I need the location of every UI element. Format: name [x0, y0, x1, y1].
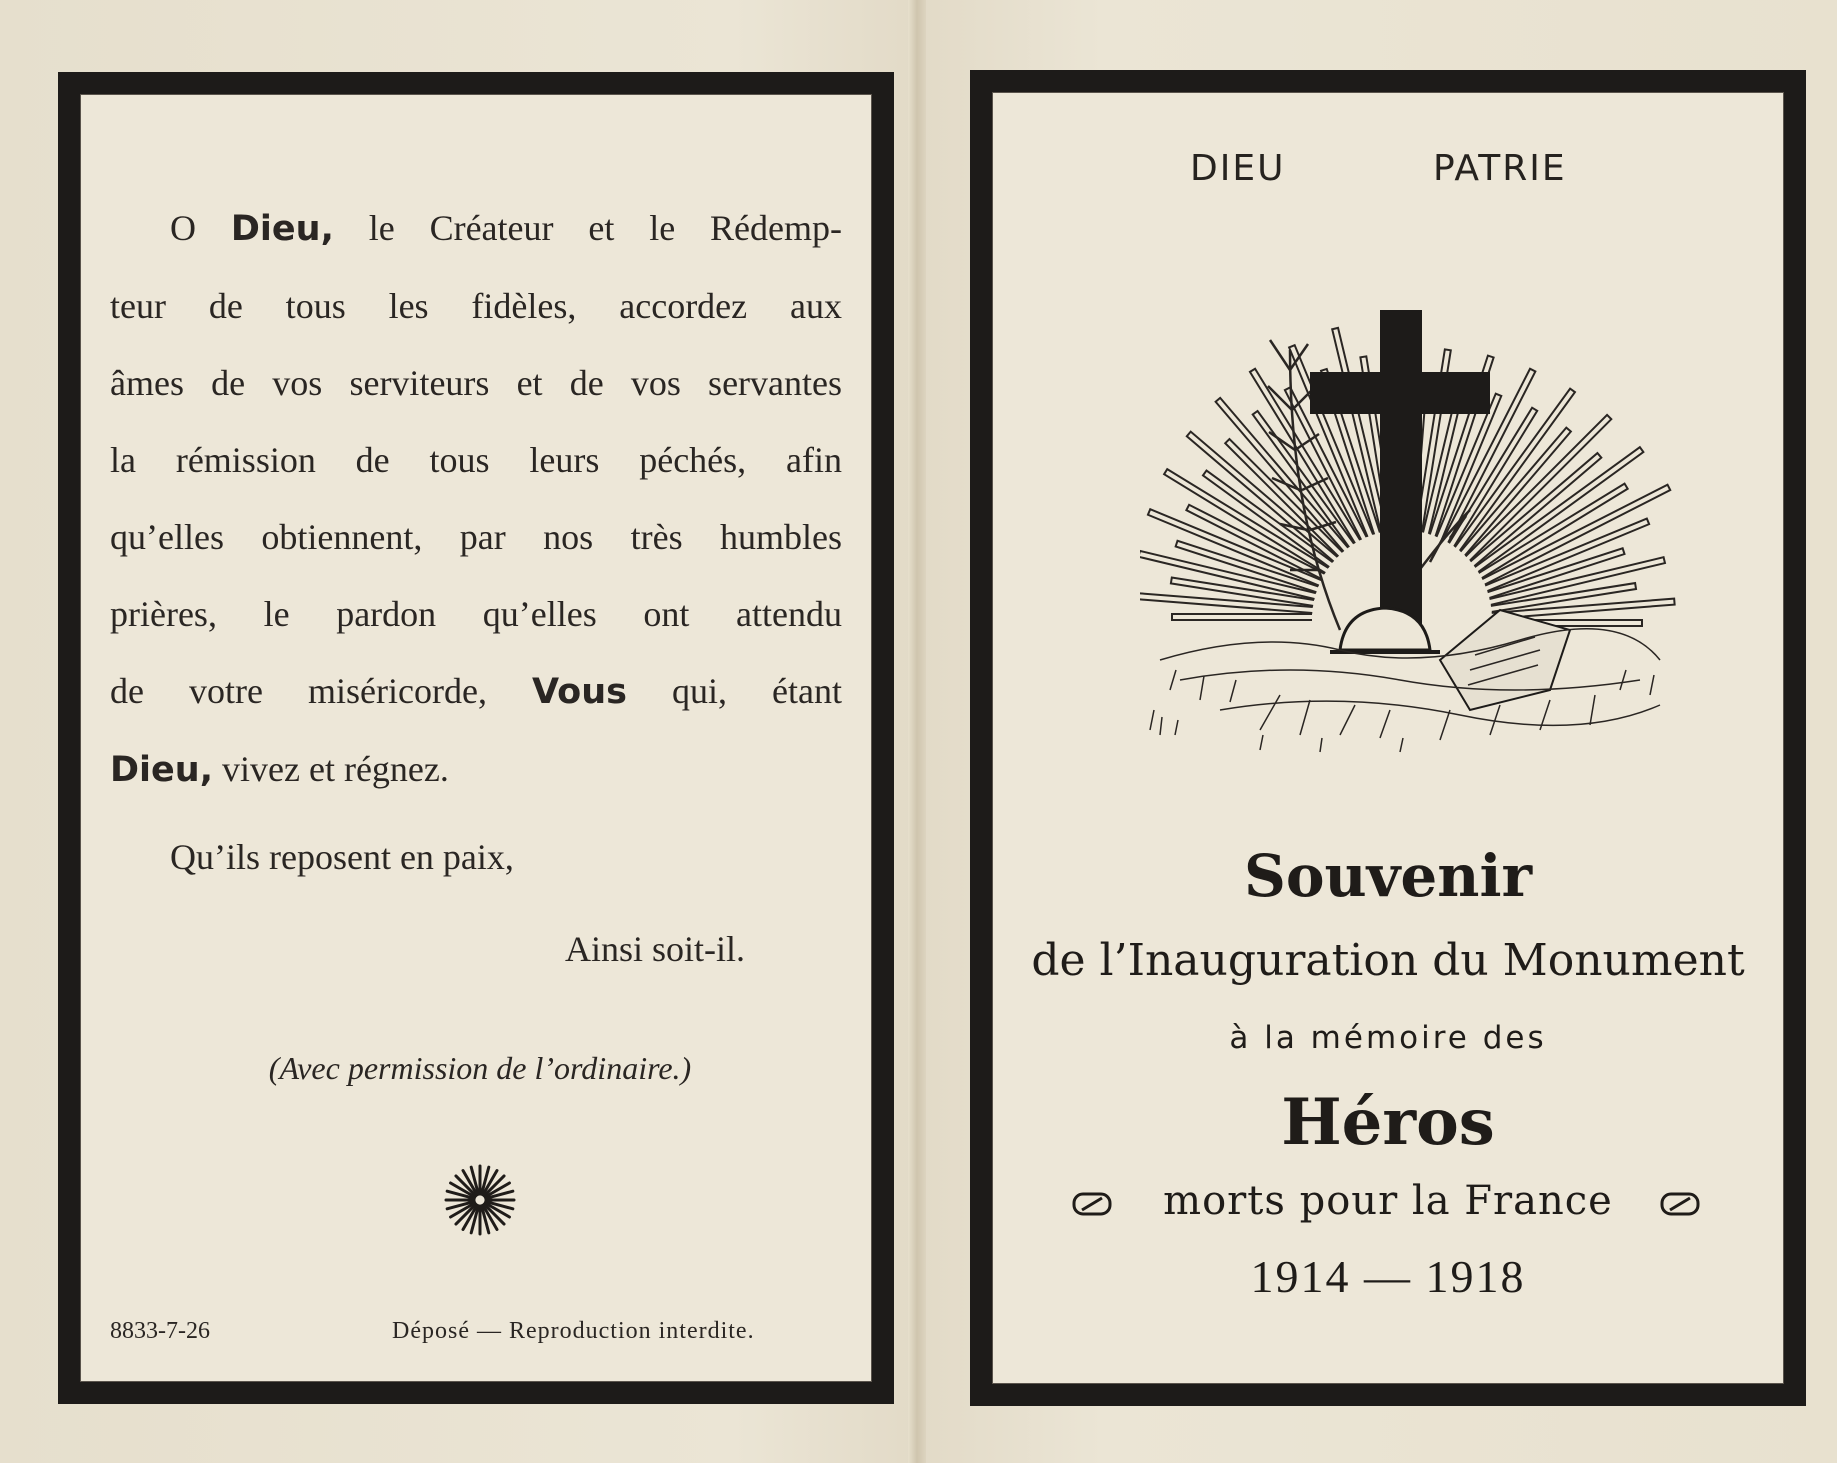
cross-emblem-icon [1140, 190, 1680, 760]
permission-note: (Avec permission de l’ordinaire.) [268, 1050, 692, 1086]
motto-patrie: PATRIE [1433, 148, 1567, 189]
died-for-france-line: morts pour la France [1163, 1178, 1613, 1224]
memory-line: à la mémoire des [1229, 1020, 1547, 1056]
prayer-line: la rémission de tous leurs péchés, afin [110, 440, 842, 480]
prayer-line: âmes de vos serviteurs et de vos servantes [110, 363, 842, 403]
prayer-line: de votre miséricorde, Vous qui, étant [110, 671, 843, 712]
copyright-notice: Déposé — Reproduction interdite. [392, 1318, 755, 1344]
prayer-line: teur de tous les fidèles, accordez aux [110, 286, 842, 326]
print-code: 8833-7-26 [110, 1318, 210, 1344]
card-fold [908, 0, 926, 1463]
prayer-line: prières, le pardon qu’elles ont attendu [110, 594, 842, 634]
motto-dieu: DIEU [1190, 148, 1286, 189]
heroes-title: Héros [1281, 1085, 1495, 1160]
souvenir-title: Souvenir [1243, 842, 1533, 910]
war-dates: 1914 — 1918 [1250, 1251, 1526, 1302]
rest-in-peace-line: Qu’ils reposent en paix, [170, 837, 514, 877]
sunburst-ornament-icon [440, 1160, 520, 1240]
amen-line: Ainsi soit-il. [565, 929, 746, 969]
inauguration-line: de l’Inauguration du Monument [1031, 935, 1745, 986]
ornament-right-icon [1660, 1192, 1700, 1216]
prayer-text [110, 190, 842, 809]
prayer-line: Dieu, vivez et régnez. [110, 749, 449, 790]
prayer-line: O Dieu, le Créateur et le Rédemp- [170, 208, 842, 249]
prayer-line: qu’elles obtiennent, par nos très humbles [110, 517, 842, 557]
